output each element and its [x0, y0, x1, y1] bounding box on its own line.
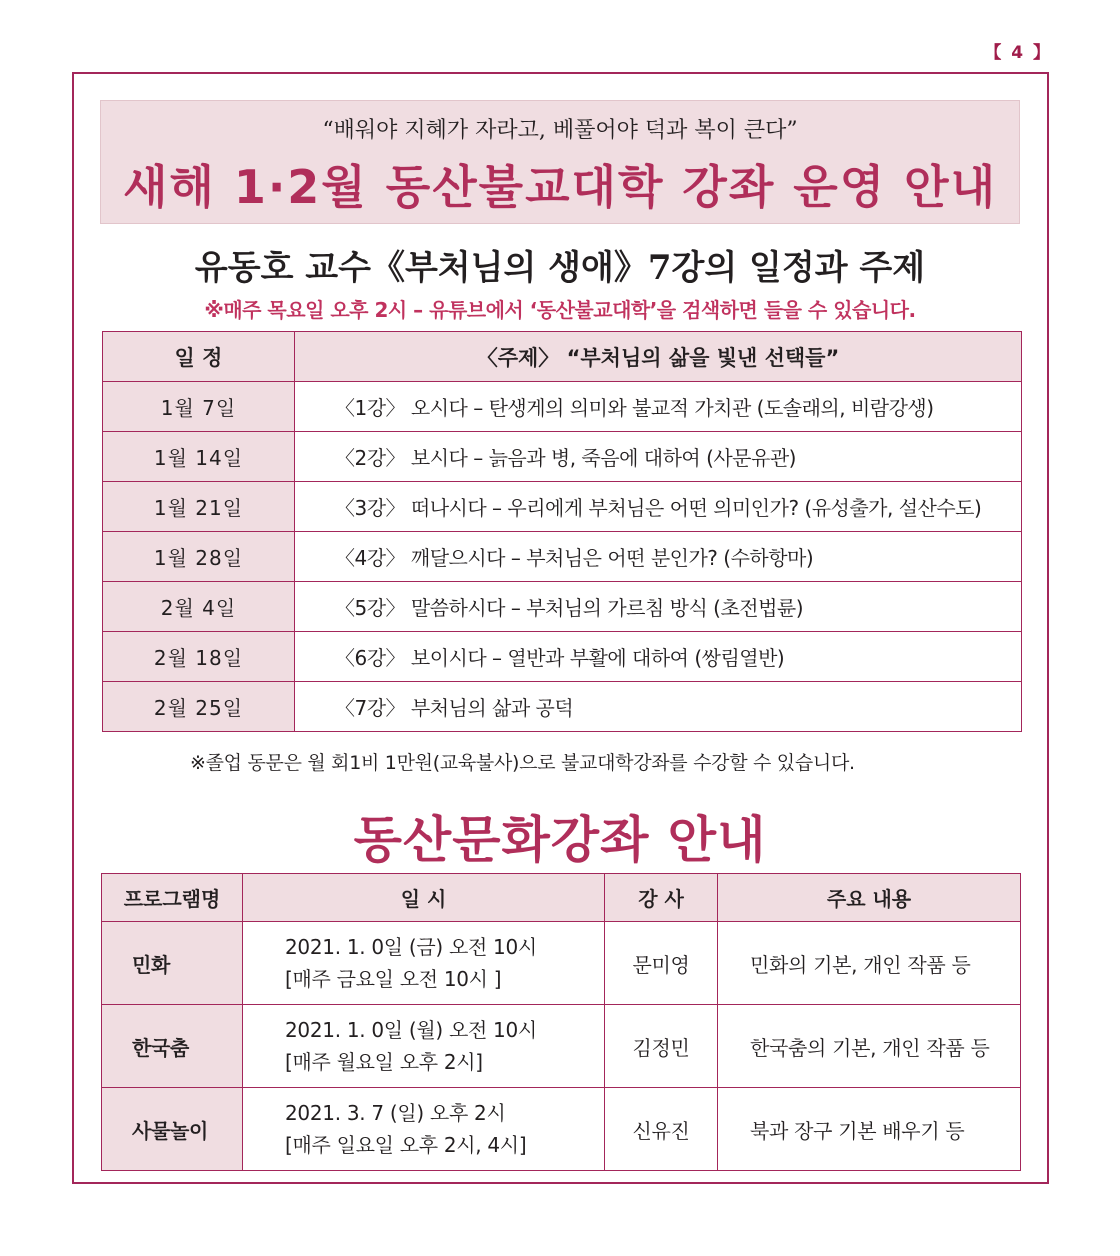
lecture-title: 유동호 교수《부처님의 생애》7강의 일정과 주제: [194, 248, 926, 288]
lecture-note: ※매주 목요일 오후 2시 – 유튜브에서 ‘동산불교대학’을 검색하면 들을 수 있습니다.: [204, 298, 916, 322]
graduate-note: ※졸업 동문은 월 회1비 1만원(교육불사)으로 불교대학강좌를 수강할 수 있습니다.: [190, 752, 855, 774]
schedule-repeat: [매주 일요일 오후 2시, 4시]: [285, 1133, 527, 1157]
lecture-schedule-table: [102, 331, 1022, 732]
lecture-date: 1월 21일: [103, 482, 295, 532]
table-row: [102, 922, 1021, 1005]
table-row: [102, 1005, 1021, 1088]
schedule-start: 2021. 3. 7 (일) 오후 2시: [285, 1101, 506, 1125]
program-schedule: [243, 1088, 605, 1171]
column-header-instructor: 강 사: [605, 874, 718, 922]
schedule-start: 2021. 1. 0일 (금) 오전 10시: [285, 935, 537, 959]
lecture-date: 2월 25일: [103, 682, 295, 732]
program-name: 사물놀이: [102, 1088, 243, 1171]
lecture-date: 2월 4일: [103, 582, 295, 632]
schedule-repeat: [매주 금요일 오전 10시 ]: [285, 967, 502, 991]
lecture-topic: 〈5강〉 말씀하시다 – 부처님의 가르침 방식 (초전법륜): [295, 582, 1022, 632]
table-row: [103, 382, 1022, 432]
program-content: 민화의 기본, 개인 작품 등: [718, 922, 1021, 1005]
program-name: 민화: [102, 922, 243, 1005]
table-row: [103, 482, 1022, 532]
instructor-name: 김정민: [605, 1005, 718, 1088]
culture-program-table: [101, 873, 1021, 1171]
instructor-name: 신유진: [605, 1088, 718, 1171]
column-header-topic: 〈주제〉 “부처님의 삶을 빛낸 선택들”: [295, 332, 1022, 382]
lecture-date: 1월 14일: [103, 432, 295, 482]
lecture-topic: 〈1강〉 오시다 – 탄생게의 의미와 불교적 가치관 (도솔래의, 비람강생): [295, 382, 1022, 432]
program-schedule: [243, 1005, 605, 1088]
lecture-topic: 〈7강〉 부처님의 삶과 공덕: [295, 682, 1022, 732]
lecture-date: 2월 18일: [103, 632, 295, 682]
table-row: [103, 582, 1022, 632]
column-header-program: 프로그램명: [102, 874, 243, 922]
lecture-topic: 〈2강〉 보시다 – 늙음과 병, 죽음에 대하여 (사문유관): [295, 432, 1022, 482]
column-header-content: 주요 내용: [718, 874, 1021, 922]
program-name: 한국춤: [102, 1005, 243, 1088]
column-header-date: 일 정: [103, 332, 295, 382]
header-banner: [100, 100, 1020, 224]
lecture-date: 1월 7일: [103, 382, 295, 432]
table-header-row: [102, 874, 1021, 922]
program-schedule: [243, 922, 605, 1005]
table-row: [103, 632, 1022, 682]
table-row: [103, 432, 1022, 482]
table-row: [103, 532, 1022, 582]
program-content: 북과 장구 기본 배우기 등: [718, 1088, 1021, 1171]
slogan: “배워야 지혜가 자라고, 베풀어야 덕과 복이 큰다”: [322, 118, 798, 143]
lecture-topic: 〈6강〉 보이시다 – 열반과 부활에 대하여 (쌍림열반): [295, 632, 1022, 682]
program-content: 한국춤의 기본, 개인 작품 등: [718, 1005, 1021, 1088]
instructor-name: 문미영: [605, 922, 718, 1005]
lecture-topic: 〈3강〉 떠나시다 – 우리에게 부처님은 어떤 의미인가? (유성출가, 설산수도): [295, 482, 1022, 532]
page-number: 【 4 】: [984, 43, 1052, 63]
lecture-date: 1월 28일: [103, 532, 295, 582]
schedule-start: 2021. 1. 0일 (월) 오전 10시: [285, 1018, 537, 1042]
table-row: [103, 682, 1022, 732]
main-title: 새해 1·2월 동산불교대학 강좌 운영 안내: [122, 160, 998, 214]
table-header-row: [103, 332, 1022, 382]
schedule-repeat: [매주 월요일 오후 2시]: [285, 1050, 483, 1074]
lecture-topic: 〈4강〉 깨달으시다 – 부처님은 어떤 분인가? (수하항마): [295, 532, 1022, 582]
table-row: [102, 1088, 1021, 1171]
column-header-when: 일 시: [243, 874, 605, 922]
culture-title: 동산문화강좌 안내: [353, 811, 767, 869]
